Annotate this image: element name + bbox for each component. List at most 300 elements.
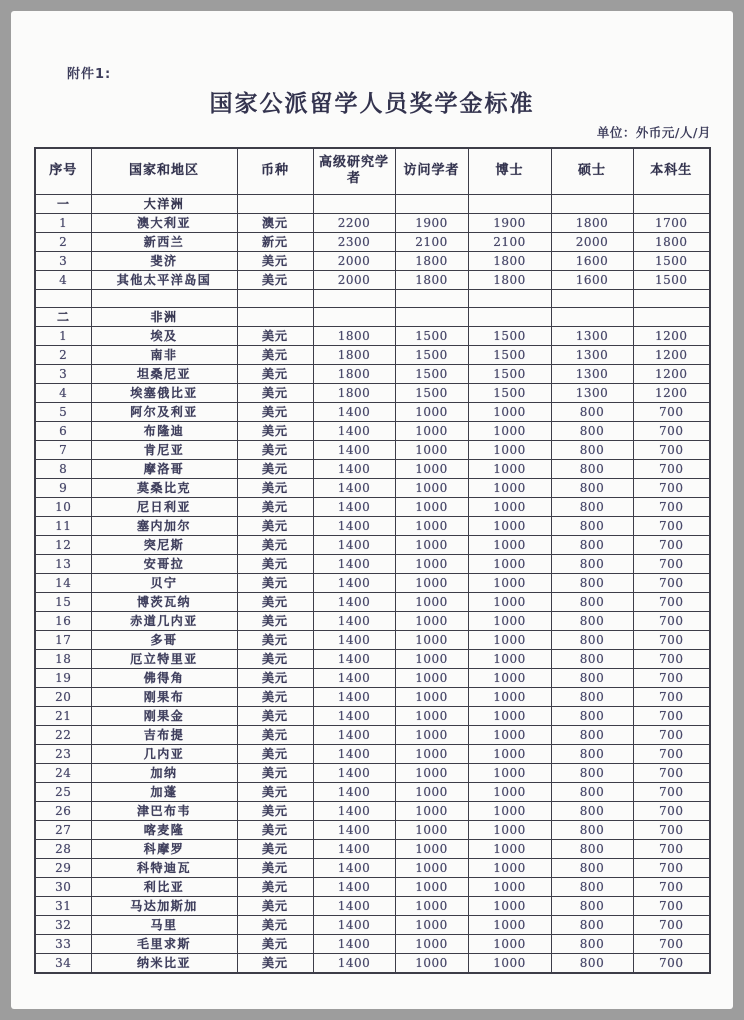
no-cell: 1 [35,326,91,345]
country-cell: 加蓬 [91,782,237,801]
doctoral-cell: 1000 [468,801,551,820]
master-cell: 1300 [551,326,633,345]
country-cell: 利比亚 [91,877,237,896]
senior-scholar-cell: 1400 [313,554,395,573]
currency-cell: 美元 [237,573,313,592]
master-cell: 800 [551,516,633,535]
undergraduate-cell: 700 [633,592,710,611]
no-cell: 32 [35,915,91,934]
undergraduate-cell [633,194,710,213]
undergraduate-cell [633,307,710,326]
senior-scholar-cell: 1800 [313,383,395,402]
visiting-scholar-cell: 1500 [395,383,468,402]
visiting-scholar-cell: 1000 [395,402,468,421]
senior-scholar-cell: 2000 [313,251,395,270]
page-title: 国家公派留学人员奖学金标准 [209,91,535,117]
currency-cell: 美元 [237,687,313,706]
senior-scholar-cell: 1400 [313,953,395,973]
table-row [35,497,710,516]
country-cell: 埃塞俄比亚 [91,383,237,402]
master-cell: 1600 [551,251,633,270]
doctoral-cell: 1000 [468,725,551,744]
no-cell: 4 [35,383,91,402]
senior-scholar-cell: 1800 [313,345,395,364]
master-cell: 800 [551,440,633,459]
master-cell: 1300 [551,364,633,383]
master-cell [551,194,633,213]
visiting-scholar-cell: 1800 [395,270,468,289]
no-cell: 17 [35,630,91,649]
currency-cell: 美元 [237,326,313,345]
undergraduate-cell: 700 [633,820,710,839]
table-row [35,877,710,896]
master-cell: 800 [551,934,633,953]
undergraduate-cell: 700 [633,535,710,554]
table-row [35,402,710,421]
no-cell: 26 [35,801,91,820]
visiting-scholar-cell: 1000 [395,478,468,497]
master-cell: 800 [551,763,633,782]
senior-scholar-cell: 1400 [313,687,395,706]
no-cell: 15 [35,592,91,611]
currency-cell: 美元 [237,251,313,270]
doctoral-cell: 1000 [468,573,551,592]
doctoral-cell: 1500 [468,383,551,402]
visiting-scholar-cell: 1000 [395,573,468,592]
visiting-scholar-cell: 1000 [395,535,468,554]
no-cell: 23 [35,744,91,763]
column-header: 国家和地区 [91,148,237,194]
undergraduate-cell: 700 [633,915,710,934]
undergraduate-cell: 700 [633,782,710,801]
currency-cell: 美元 [237,763,313,782]
senior-scholar-cell: 1400 [313,459,395,478]
undergraduate-cell: 700 [633,402,710,421]
senior-scholar-cell: 1400 [313,421,395,440]
senior-scholar-cell: 1400 [313,782,395,801]
undergraduate-cell: 700 [633,630,710,649]
currency-cell: 新元 [237,232,313,251]
country-cell: 博茨瓦纳 [91,592,237,611]
visiting-scholar-cell: 1000 [395,820,468,839]
country-cell: 贝宁 [91,573,237,592]
visiting-scholar-cell: 1000 [395,744,468,763]
currency-cell [237,194,313,213]
undergraduate-cell: 1500 [633,251,710,270]
doctoral-cell [468,289,551,307]
undergraduate-cell: 700 [633,934,710,953]
no-cell: 19 [35,668,91,687]
no-cell: 13 [35,554,91,573]
no-cell: 2 [35,345,91,364]
doctoral-cell: 1500 [468,345,551,364]
country-cell: 摩洛哥 [91,459,237,478]
column-header: 博士 [468,148,551,194]
senior-scholar-cell: 1400 [313,801,395,820]
country-cell: 科摩罗 [91,839,237,858]
country-cell: 刚果金 [91,706,237,725]
undergraduate-cell: 700 [633,839,710,858]
undergraduate-cell: 1200 [633,364,710,383]
document-page [11,11,733,1009]
table-row [35,213,710,232]
country-cell: 吉布提 [91,725,237,744]
master-cell: 800 [551,839,633,858]
table-row [35,782,710,801]
master-cell [551,307,633,326]
senior-scholar-cell: 1400 [313,877,395,896]
country-cell: 埃及 [91,326,237,345]
table-row [35,839,710,858]
visiting-scholar-cell: 1000 [395,459,468,478]
master-cell: 800 [551,611,633,630]
currency-cell: 美元 [237,782,313,801]
visiting-scholar-cell: 1500 [395,326,468,345]
table-row [35,440,710,459]
master-cell: 800 [551,592,633,611]
currency-cell: 美元 [237,345,313,364]
currency-cell: 美元 [237,706,313,725]
currency-cell: 美元 [237,516,313,535]
visiting-scholar-cell: 1000 [395,896,468,915]
doctoral-cell: 1000 [468,668,551,687]
undergraduate-cell: 700 [633,478,710,497]
currency-cell: 美元 [237,858,313,877]
no-cell: 1 [35,213,91,232]
visiting-scholar-cell: 1800 [395,251,468,270]
no-cell: 5 [35,402,91,421]
currency-cell: 美元 [237,953,313,973]
country-cell: 多哥 [91,630,237,649]
no-cell: 4 [35,270,91,289]
table-row [35,763,710,782]
country-cell: 喀麦隆 [91,820,237,839]
table-row [35,459,710,478]
currency-cell: 美元 [237,915,313,934]
table-row [35,478,710,497]
no-cell: 22 [35,725,91,744]
doctoral-cell: 1000 [468,953,551,973]
no-cell: 3 [35,251,91,270]
senior-scholar-cell: 1400 [313,858,395,877]
table-row [35,251,710,270]
no-cell: 9 [35,478,91,497]
master-cell: 800 [551,497,633,516]
country-cell: 其他太平洋岛国 [91,270,237,289]
column-header: 访问学者 [395,148,468,194]
master-cell: 800 [551,744,633,763]
currency-cell: 美元 [237,744,313,763]
visiting-scholar-cell [395,289,468,307]
country-cell: 阿尔及利亚 [91,402,237,421]
table-row [35,801,710,820]
visiting-scholar-cell: 1000 [395,554,468,573]
master-cell: 800 [551,535,633,554]
visiting-scholar-cell: 1000 [395,687,468,706]
currency-cell: 美元 [237,896,313,915]
undergraduate-cell: 700 [633,440,710,459]
table-row [35,934,710,953]
doctoral-cell: 1000 [468,459,551,478]
undergraduate-cell: 700 [633,877,710,896]
doctoral-cell: 1000 [468,744,551,763]
country-cell: 马里 [91,915,237,934]
no-cell: 27 [35,820,91,839]
country-cell: 马达加斯加 [91,896,237,915]
undergraduate-cell: 1200 [633,345,710,364]
no-cell [35,289,91,307]
table-row [35,364,710,383]
visiting-scholar-cell: 1000 [395,801,468,820]
currency-cell: 美元 [237,877,313,896]
country-cell: 赤道几内亚 [91,611,237,630]
master-cell: 800 [551,630,633,649]
undergraduate-cell: 700 [633,687,710,706]
master-cell: 800 [551,402,633,421]
visiting-scholar-cell: 1000 [395,592,468,611]
visiting-scholar-cell: 1000 [395,839,468,858]
currency-cell: 美元 [237,535,313,554]
table-row [35,573,710,592]
doctoral-cell: 1000 [468,839,551,858]
master-cell: 800 [551,801,633,820]
visiting-scholar-cell [395,307,468,326]
doctoral-cell: 1900 [468,213,551,232]
country-cell: 突尼斯 [91,535,237,554]
undergraduate-cell: 700 [633,744,710,763]
undergraduate-cell: 700 [633,573,710,592]
currency-cell: 澳元 [237,213,313,232]
no-cell: 6 [35,421,91,440]
master-cell: 800 [551,725,633,744]
undergraduate-cell [633,289,710,307]
senior-scholar-cell: 1800 [313,364,395,383]
master-cell: 800 [551,820,633,839]
doctoral-cell: 1800 [468,251,551,270]
country-cell: 肯尼亚 [91,440,237,459]
undergraduate-cell: 700 [633,953,710,973]
master-cell: 800 [551,421,633,440]
senior-scholar-cell: 2000 [313,270,395,289]
undergraduate-cell: 700 [633,725,710,744]
doctoral-cell: 1800 [468,270,551,289]
master-cell: 1600 [551,270,633,289]
master-cell: 800 [551,668,633,687]
undergraduate-cell: 1500 [633,270,710,289]
senior-scholar-cell [313,307,395,326]
visiting-scholar-cell: 1000 [395,858,468,877]
currency-cell: 美元 [237,478,313,497]
master-cell: 800 [551,554,633,573]
currency-cell: 美元 [237,630,313,649]
country-cell: 南非 [91,345,237,364]
country-cell: 几内亚 [91,744,237,763]
master-cell: 800 [551,782,633,801]
country-cell: 非洲 [91,307,237,326]
table-row [35,649,710,668]
table-row [35,345,710,364]
country-cell: 津巴布韦 [91,801,237,820]
doctoral-cell: 1000 [468,497,551,516]
column-header: 序号 [35,148,91,194]
no-cell: 21 [35,706,91,725]
senior-scholar-cell: 1400 [313,744,395,763]
undergraduate-cell: 700 [633,516,710,535]
no-cell: 2 [35,232,91,251]
unit-note: 单位：外币元/人/月 [596,125,711,140]
section-header-row [35,194,710,213]
table-row [35,668,710,687]
attachment-label: 附件1: [67,67,112,82]
doctoral-cell: 1000 [468,782,551,801]
table-row [35,611,710,630]
visiting-scholar-cell: 1000 [395,953,468,973]
visiting-scholar-cell: 1000 [395,516,468,535]
no-cell: 16 [35,611,91,630]
visiting-scholar-cell: 1000 [395,915,468,934]
doctoral-cell: 1000 [468,402,551,421]
country-cell: 新西兰 [91,232,237,251]
visiting-scholar-cell [395,194,468,213]
no-cell: 12 [35,535,91,554]
master-cell: 1300 [551,383,633,402]
currency-cell: 美元 [237,440,313,459]
no-cell: 7 [35,440,91,459]
master-cell: 1300 [551,345,633,364]
currency-cell [237,289,313,307]
currency-cell: 美元 [237,554,313,573]
senior-scholar-cell: 1400 [313,668,395,687]
senior-scholar-cell: 1400 [313,649,395,668]
visiting-scholar-cell: 1000 [395,440,468,459]
currency-cell: 美元 [237,725,313,744]
master-cell: 800 [551,953,633,973]
country-cell: 安哥拉 [91,554,237,573]
senior-scholar-cell: 1400 [313,725,395,744]
currency-cell: 美元 [237,934,313,953]
master-cell: 1800 [551,213,633,232]
doctoral-cell: 1000 [468,858,551,877]
doctoral-cell: 1000 [468,877,551,896]
visiting-scholar-cell: 1000 [395,497,468,516]
no-cell: 30 [35,877,91,896]
country-cell: 大洋洲 [91,194,237,213]
doctoral-cell: 1000 [468,763,551,782]
currency-cell: 美元 [237,611,313,630]
master-cell: 2000 [551,232,633,251]
master-cell [551,289,633,307]
country-cell: 斐济 [91,251,237,270]
currency-cell: 美元 [237,801,313,820]
no-cell: 31 [35,896,91,915]
senior-scholar-cell [313,194,395,213]
undergraduate-cell: 700 [633,649,710,668]
undergraduate-cell: 1800 [633,232,710,251]
senior-scholar-cell: 2300 [313,232,395,251]
country-cell: 坦桑尼亚 [91,364,237,383]
country-cell: 尼日利亚 [91,497,237,516]
master-cell: 800 [551,915,633,934]
undergraduate-cell: 700 [633,668,710,687]
table-row [35,535,710,554]
senior-scholar-cell: 1800 [313,326,395,345]
no-cell: 20 [35,687,91,706]
table-row [35,953,710,973]
column-header: 币种 [237,148,313,194]
no-cell: 18 [35,649,91,668]
currency-cell [237,307,313,326]
currency-cell: 美元 [237,497,313,516]
senior-scholar-cell: 1400 [313,820,395,839]
country-cell: 加纳 [91,763,237,782]
no-cell: 10 [35,497,91,516]
visiting-scholar-cell: 1000 [395,649,468,668]
currency-cell: 美元 [237,459,313,478]
doctoral-cell: 1000 [468,478,551,497]
doctoral-cell: 1500 [468,364,551,383]
doctoral-cell: 1000 [468,516,551,535]
senior-scholar-cell: 1400 [313,573,395,592]
table-row [35,744,710,763]
visiting-scholar-cell: 1000 [395,725,468,744]
currency-cell: 美元 [237,820,313,839]
table-header-row [35,148,710,194]
master-cell: 800 [551,459,633,478]
table-row [35,421,710,440]
table-row [35,326,710,345]
undergraduate-cell: 700 [633,554,710,573]
master-cell: 800 [551,573,633,592]
doctoral-cell: 1000 [468,649,551,668]
table-row [35,592,710,611]
visiting-scholar-cell: 1900 [395,213,468,232]
country-cell: 毛里求斯 [91,934,237,953]
country-cell: 布隆迪 [91,421,237,440]
visiting-scholar-cell: 1000 [395,630,468,649]
undergraduate-cell: 700 [633,421,710,440]
senior-scholar-cell: 2200 [313,213,395,232]
column-header: 本科生 [633,148,710,194]
visiting-scholar-cell: 1000 [395,421,468,440]
senior-scholar-cell: 1400 [313,763,395,782]
table-row [35,383,710,402]
visiting-scholar-cell: 1000 [395,763,468,782]
table-row [35,232,710,251]
doctoral-cell: 1000 [468,440,551,459]
table-row [35,687,710,706]
country-cell: 科特迪瓦 [91,858,237,877]
no-cell: 28 [35,839,91,858]
undergraduate-cell: 700 [633,763,710,782]
no-cell: 11 [35,516,91,535]
doctoral-cell: 1000 [468,611,551,630]
country-cell: 刚果布 [91,687,237,706]
table-row [35,915,710,934]
undergraduate-cell: 700 [633,611,710,630]
visiting-scholar-cell: 1000 [395,934,468,953]
visiting-scholar-cell: 1000 [395,706,468,725]
doctoral-cell: 1000 [468,535,551,554]
table-row [35,858,710,877]
visiting-scholar-cell: 2100 [395,232,468,251]
currency-cell: 美元 [237,668,313,687]
senior-scholar-cell: 1400 [313,478,395,497]
table-row [35,706,710,725]
senior-scholar-cell: 1400 [313,839,395,858]
doctoral-cell: 1000 [468,421,551,440]
country-cell: 莫桑比克 [91,478,237,497]
table-row [35,554,710,573]
